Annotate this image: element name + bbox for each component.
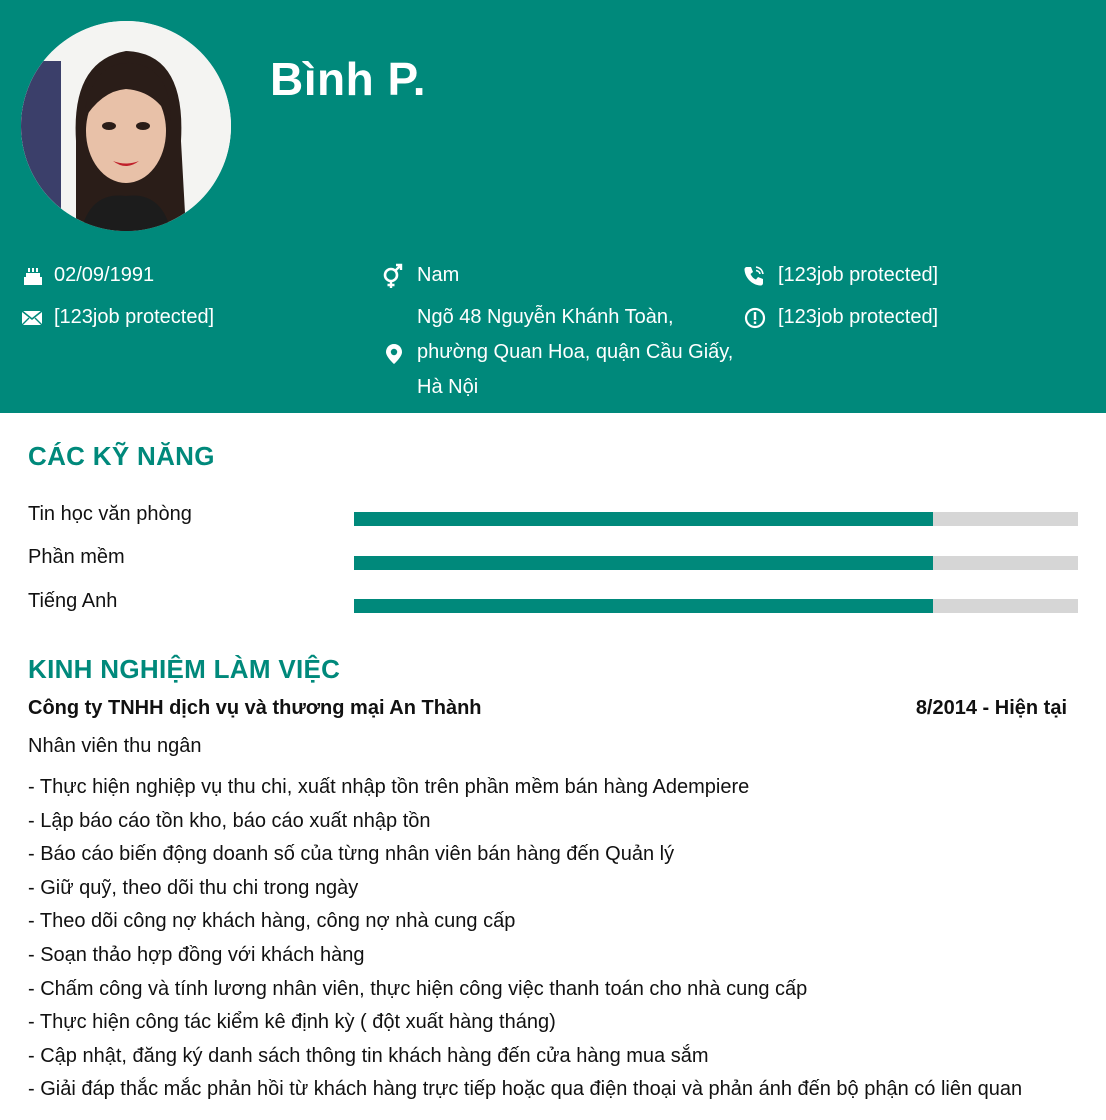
- skill-bar: [354, 599, 1078, 613]
- address-row: [380, 300, 733, 405]
- address-line: phường Quan Hoa, quận Cầu Giấy,: [417, 341, 734, 363]
- duty-item: - Chấm công và tính lương nhân viên, thực hiện công việc thanh toán cho nhà cung cấp: [28, 977, 808, 1000]
- info-circle-icon: [744, 307, 766, 329]
- duty-item: - Cập nhật, đăng ký danh sách thông tin khách hàng đến cửa hàng mua sắm: [28, 1044, 709, 1067]
- phone-row: [742, 258, 938, 293]
- skill-bar-fill: [354, 556, 933, 570]
- birthday-value: 02/09/1991: [54, 264, 155, 286]
- skills-section-title: CÁC KỸ NĂNG: [28, 441, 215, 471]
- birthday-cake-icon: [22, 265, 44, 287]
- duty-item: - Soạn thảo hợp đồng với khách hàng: [28, 943, 365, 966]
- envelope-icon: [21, 307, 43, 329]
- location-pin-icon: [383, 343, 405, 365]
- duty-list: [28, 771, 1022, 1107]
- duty-item: - Lập báo cáo tồn kho, báo cáo xuất nhập tồn: [28, 809, 431, 832]
- skill-name: Phần mềm: [28, 546, 125, 568]
- profile-photo: [21, 21, 231, 231]
- experience-section-title: KINH NGHIỆM LÀM VIỆC: [28, 654, 341, 684]
- skill-name: Tin học văn phòng: [28, 503, 192, 525]
- job-title: Nhân viên thu ngân: [28, 735, 202, 757]
- email-value: [123job protected]: [54, 306, 215, 328]
- cv-header: [0, 0, 1106, 413]
- skill-bar: [354, 556, 1078, 570]
- address-line: Ngõ 48 Nguyễn Khánh Toàn,: [417, 306, 674, 328]
- employment-period: 8/2014 - Hiện tại: [915, 697, 1067, 719]
- skill-bar-fill: [354, 512, 933, 526]
- duty-item: - Theo dõi công nợ khách hàng, công nợ nhà cung cấp: [28, 910, 516, 933]
- address-line: Hà Nội: [417, 376, 479, 398]
- gender-value: Nam: [417, 264, 460, 286]
- duty-item: - Giữ quỹ, theo dõi thu chi trong ngày: [28, 876, 359, 899]
- phone-icon: [743, 265, 765, 287]
- skill-bar-fill: [354, 599, 933, 613]
- other-info-row: [742, 300, 938, 335]
- gender-icon: [381, 263, 405, 289]
- candidate-name: Bình P.: [270, 53, 427, 105]
- phone-value: [123job protected]: [778, 264, 939, 286]
- skill-name: Tiếng Anh: [28, 590, 118, 612]
- profile-photo-illustration: [21, 21, 231, 231]
- email-row: [20, 300, 214, 335]
- duty-item: - Thực hiện công tác kiểm kê định kỳ ( đột xuất hàng tháng): [28, 1011, 556, 1034]
- duty-item: - Báo cáo biến động doanh số của từng nhân viên bán hàng đến Quản lý: [28, 843, 675, 866]
- gender-row: [380, 258, 459, 293]
- other-info-value: [123job protected]: [778, 306, 939, 328]
- duty-item: - Thực hiện nghiệp vụ thu chi, xuất nhập tồn trên phần mềm bán hàng Adempiere: [28, 776, 750, 798]
- address-block: [417, 300, 733, 405]
- birthday-row: [20, 258, 154, 293]
- company-name: Công ty TNHH dịch vụ và thương mại An Thành: [28, 697, 482, 719]
- skill-bar: [354, 512, 1078, 526]
- duty-item: - Giải đáp thắc mắc phản hồi từ khách hàng trực tiếp hoặc qua điện thoại và phản ánh đến bộ phận có liên quan: [28, 1078, 1023, 1101]
